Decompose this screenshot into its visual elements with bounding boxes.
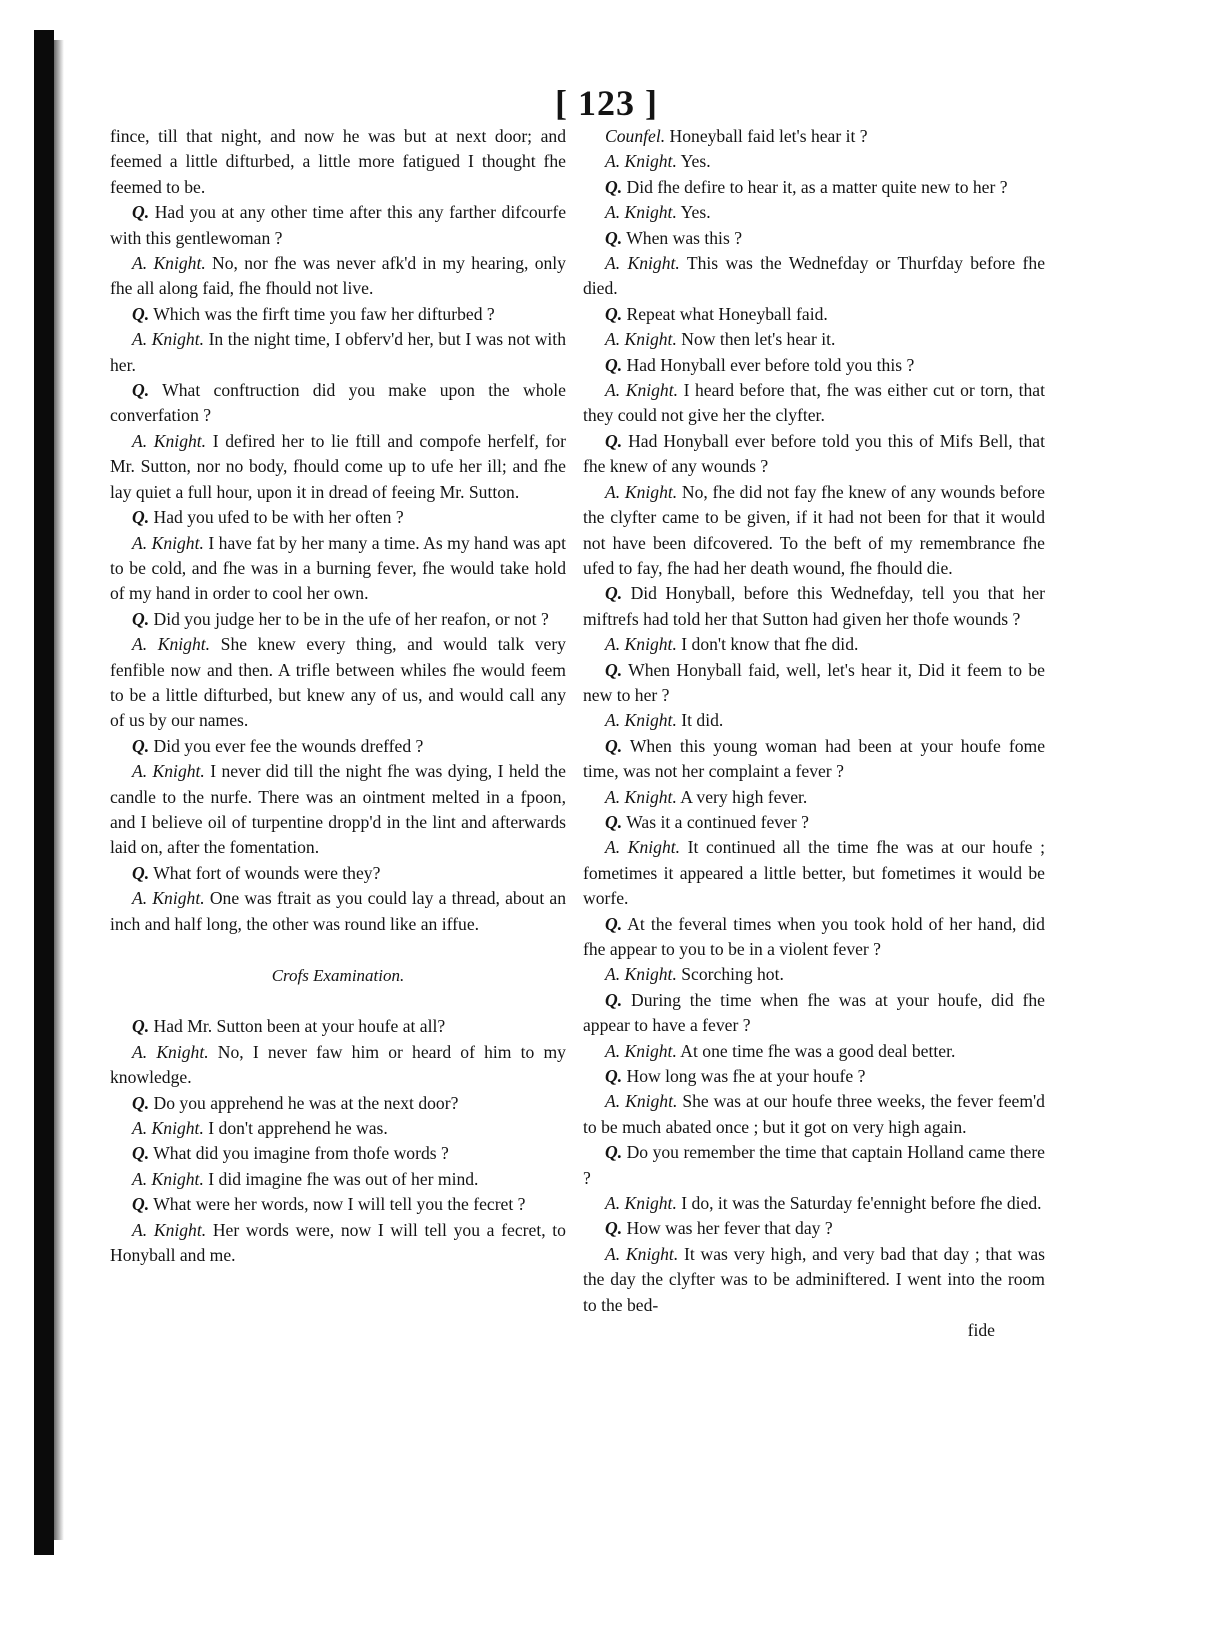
question-paragraph [583, 226, 1045, 251]
answer-paragraph [110, 1040, 566, 1091]
paragraph-text: Did Honyball, before this Wednefday, tell you that her miftrefs had told her that Sutton had given her thofe wounds ? [583, 583, 1046, 629]
speaker-label: A. Knight. [605, 1243, 679, 1264]
paragraph-text: Yes. [680, 202, 711, 223]
question-paragraph [110, 1014, 566, 1039]
speaker-label: A. Knight. [605, 151, 677, 172]
question-marker: Q. [605, 913, 623, 934]
book-spine-shadow [34, 30, 54, 1555]
question-paragraph [110, 1091, 566, 1116]
question-paragraph [110, 200, 566, 251]
speaker-label: A. Knight. [132, 1168, 204, 1189]
answer-paragraph [110, 429, 566, 505]
answer-paragraph [110, 759, 566, 861]
answer-paragraph [583, 632, 1045, 657]
paragraph-text: Had Mr. Sutton been at your houfe at all? [153, 1016, 446, 1037]
paragraph-text: Scorching hot. [681, 964, 784, 985]
paragraph-text: It was very high, and very bad that day ; that was the day the clyfter was to be adminiftered. I went into the room to the bed- [583, 1243, 1045, 1315]
paragraph-text: This was the Wednefday or Thurfday before fhe died. [583, 253, 1045, 299]
paragraph-text: Did you ever fee the wounds dreffed ? [153, 735, 424, 756]
paragraph-text: What did you imagine from thofe words ? [153, 1143, 449, 1164]
question-paragraph [583, 658, 1045, 709]
question-marker: Q. [605, 989, 623, 1010]
answer-paragraph [110, 1218, 566, 1269]
answer-paragraph [583, 149, 1045, 174]
question-paragraph [583, 912, 1045, 963]
speaker-label: A. Knight. [132, 634, 211, 655]
answer-paragraph [110, 327, 566, 378]
question-marker: Q. [605, 735, 623, 756]
question-marker: Q. [132, 735, 150, 756]
gutter-fade [54, 40, 64, 1540]
speaker-label: A. Knight. [132, 761, 205, 782]
paragraph-text: One was ftrait as you could lay a thread, about an inch and half long, the other was round like an iffue. [110, 888, 566, 934]
paragraph-text: When was this ? [626, 227, 742, 248]
question-paragraph [110, 1141, 566, 1166]
paragraph-text: I heard before that, fhe was either cut or torn, that they could not give her the clyfter. [583, 380, 1045, 426]
paragraph-text: During the time when fhe was at your houfe, did fhe appear to have a fever ? [583, 989, 1045, 1036]
paragraph-text: Did fhe defire to hear it, as a matter quite new to her ? [626, 176, 1008, 197]
paragraph-text: When Honyball faid, well, let's hear it, Did it feem to be new to her ? [583, 659, 1045, 705]
paragraph-text: I never did till the night fhe was dying, I held the candle to the nurfe. There was an ointment melted in a fpoon, and I believe oil of turpentine dropp'd in the lint and afterwards laid on, after the fomentation. [110, 761, 566, 858]
paragraph-text: At the feveral times when you took hold of her hand, did fhe appear to you to be in a violent fever ? [583, 913, 1045, 959]
speaker-label: A. Knight. [605, 329, 677, 350]
speaker-label: A. Knight. [605, 710, 677, 731]
question-paragraph [110, 734, 566, 759]
speaker-label: A. Knight. [132, 329, 204, 350]
paragraph-text: Do you remember the time that captain Holland came there ? [583, 1142, 1045, 1188]
question-marker: Q. [132, 202, 150, 223]
speaker-label: A. Knight. [605, 202, 677, 223]
question-marker: Q. [132, 1143, 150, 1164]
question-marker: Q. [132, 303, 150, 324]
question-marker: Q. [132, 862, 150, 883]
speaker-label: A. Knight. [605, 786, 677, 807]
question-marker: Q. [605, 1066, 623, 1087]
paragraph-text: Repeat what Honeyball faid. [626, 303, 828, 324]
paragraph-text: Her words were, now I will tell you a fecret, to Honyball and me. [110, 1219, 566, 1266]
paragraph-text: I have fat by her many a time. As my hand was apt to be cold, and fhe was in a burning fever, fhe would take hold of my hand in order to cool her own. [110, 532, 566, 604]
paragraph-text: What fort of wounds were they? [153, 862, 381, 883]
answer-paragraph [583, 1089, 1045, 1140]
section-heading: Crofs Examination. [271, 966, 405, 985]
speaker-label: A. Knight. [605, 1091, 678, 1112]
question-marker: Q. [605, 303, 623, 324]
left-paragraphs [110, 124, 566, 937]
speaker-label: A. Knight. [605, 481, 678, 502]
question-paragraph [110, 861, 566, 886]
answer-paragraph [583, 1242, 1045, 1318]
question-marker: Q. [605, 1218, 623, 1239]
question-paragraph [583, 1064, 1045, 1089]
speaker-label: A. Knight. [605, 964, 677, 985]
paragraph-text: A very high fever. [680, 786, 808, 807]
question-marker: Q. [605, 354, 623, 375]
question-paragraph [583, 988, 1045, 1039]
paragraph-text: She was at our houfe three weeks, the fever feem'd to be much abated once ; but it got on very high again. [583, 1091, 1045, 1137]
question-paragraph [583, 429, 1045, 480]
left-paragraphs-after [110, 1014, 566, 1268]
continuation-paragraph [110, 124, 566, 200]
question-paragraph [583, 581, 1045, 632]
question-paragraph [583, 734, 1045, 785]
question-marker: Q. [605, 227, 623, 248]
answer-paragraph [110, 531, 566, 607]
question-marker: Q. [605, 583, 623, 604]
speaker-label: Counfel. [605, 126, 666, 146]
speaker-label: A. Knight. [605, 837, 681, 858]
speaker-label: A. Knight. [605, 1193, 677, 1214]
paragraph-text: Which was the firft time you faw her difturbed ? [153, 303, 495, 324]
paragraph-text: fince, till that night, and now he was but at next door; and feemed a little difturbed, a little more fatigued I thought fhe feemed to be. [110, 126, 566, 197]
answer-paragraph [583, 124, 1045, 149]
paragraph-text: Was it a continued fever ? [626, 811, 809, 832]
question-marker: Q. [132, 1016, 150, 1037]
question-marker: Q. [605, 1142, 623, 1163]
paragraph-text: She knew every thing, and would talk very fenfible now and then. A trifle between whiles fhe would feem to be a little difturbed, but knew any of us, and would call any of us by our names. [110, 634, 566, 731]
question-paragraph [583, 1216, 1045, 1241]
page-number: [ 123 ] [555, 83, 658, 123]
question-marker: Q. [132, 1092, 150, 1113]
question-marker: Q. [605, 811, 623, 832]
paragraph-text: Had you at any other time after this any farther difcourfe with this gentlewoman ? [110, 202, 566, 248]
answer-paragraph [110, 886, 566, 937]
speaker-label: A. Knight. [605, 1040, 677, 1061]
question-paragraph [110, 378, 566, 429]
paragraph-text: How was her fever that day ? [626, 1218, 833, 1239]
catchword: fide [967, 1320, 995, 1341]
answer-paragraph [110, 1116, 566, 1141]
question-paragraph [110, 1192, 566, 1217]
speaker-label: A. Knight. [132, 532, 204, 553]
answer-paragraph [583, 480, 1045, 582]
speaker-label: A. Knight. [605, 253, 680, 274]
answer-paragraph [583, 962, 1045, 987]
answer-paragraph [583, 708, 1045, 733]
paragraph-text: I don't know that fhe did. [681, 634, 859, 655]
paragraph-text: Do you apprehend he was at the next door? [153, 1092, 459, 1113]
left-column [110, 124, 566, 1268]
question-marker: Q. [132, 1194, 150, 1215]
question-marker: Q. [605, 659, 623, 680]
question-marker: Q. [132, 608, 150, 629]
speaker-label: A. Knight. [132, 1219, 207, 1240]
paragraph-text: How long was fhe at your houfe ? [626, 1066, 866, 1087]
speaker-label: A. Knight. [132, 253, 206, 274]
paragraph-text: I don't apprehend he was. [208, 1118, 388, 1139]
paragraph-text: Did you judge her to be in the ufe of her reafon, or not ? [153, 608, 549, 629]
paragraph-text: What were her words, now I will tell you the fecret ? [153, 1194, 526, 1215]
paragraph-text: At one time fhe was a good deal better. [680, 1040, 956, 1061]
question-marker: Q. [132, 380, 150, 401]
paragraph-text: It continued all the time fhe was at our houfe ; fometimes it appeared a little better, but fometimes it would be worfe. [583, 837, 1045, 909]
speaker-label: A. Knight. [605, 380, 679, 401]
question-paragraph [583, 810, 1045, 835]
speaker-label: A. Knight. [132, 430, 207, 451]
paragraph-text: No, I never faw him or heard of him to my knowledge. [110, 1041, 566, 1088]
paragraph-text: Now then let's hear it. [681, 329, 836, 350]
right-paragraphs [583, 124, 1045, 1318]
paragraph-text: Had Honyball ever before told you this of Mifs Bell, that fhe knew of any wounds ? [583, 430, 1045, 477]
question-paragraph [110, 505, 566, 530]
paragraph-text: Had Honyball ever before told you this ? [626, 354, 915, 375]
paragraph-text: In the night time, I obferv'd her, but I was not with her. [110, 329, 566, 375]
question-marker: Q. [605, 176, 623, 197]
answer-paragraph [583, 378, 1045, 429]
answer-paragraph [110, 632, 566, 734]
paragraph-text: I did imagine fhe was out of her mind. [208, 1168, 479, 1189]
question-marker: Q. [132, 507, 150, 528]
question-paragraph [110, 607, 566, 632]
paragraph-text: When this young woman had been at your houfe fome time, was not her complaint a fever ? [583, 735, 1046, 782]
answer-paragraph [583, 327, 1045, 352]
paragraph-text: I do, it was the Saturday fe'ennight before fhe died. [681, 1193, 1042, 1214]
paragraph-text: What conftruction did you make upon the whole converfation ? [110, 380, 566, 426]
paragraph-text: Honeyball faid let's hear it ? [669, 126, 868, 146]
question-marker: Q. [605, 430, 623, 451]
paragraph-text: It did. [681, 710, 724, 731]
answer-paragraph [583, 1039, 1045, 1064]
paragraph-text: No, nor fhe was never afk'd in my hearing, only fhe all along faid, fhe fhould not live. [110, 253, 566, 299]
answer-paragraph [583, 835, 1045, 911]
paragraph-text: No, fhe did not fay fhe knew of any wounds before the clyfter came to be given, if it had not been for that it would not have been difcovered. To the beft of my remembrance fhe ufed to fay, fhe had her death wound, fhe fhould die. [583, 481, 1045, 578]
question-paragraph [110, 302, 566, 327]
answer-paragraph [583, 785, 1045, 810]
answer-paragraph [110, 1167, 566, 1192]
speaker-label: A. Knight. [132, 1118, 204, 1139]
paragraph-text: Yes. [680, 151, 711, 172]
paragraph-text: Had you ufed to be with her often ? [153, 507, 404, 528]
question-paragraph [583, 353, 1045, 378]
answer-paragraph [583, 251, 1045, 302]
answer-paragraph [110, 251, 566, 302]
answer-paragraph [583, 200, 1045, 225]
answer-paragraph [583, 1191, 1045, 1216]
question-paragraph [583, 302, 1045, 327]
question-paragraph [583, 175, 1045, 200]
question-paragraph [583, 1140, 1045, 1191]
speaker-label: A. Knight. [132, 888, 205, 909]
right-column [583, 124, 1045, 1344]
speaker-label: A. Knight. [605, 634, 677, 655]
paragraph-text: I defired her to lie ftill and compofe herfelf, for Mr. Sutton, nor no body, fhould come up to ufe her ill; and fhe lay quiet a full hour, upon it in dread of feeing Mr. Sutton. [110, 430, 566, 502]
speaker-label: A. Knight. [132, 1041, 209, 1062]
